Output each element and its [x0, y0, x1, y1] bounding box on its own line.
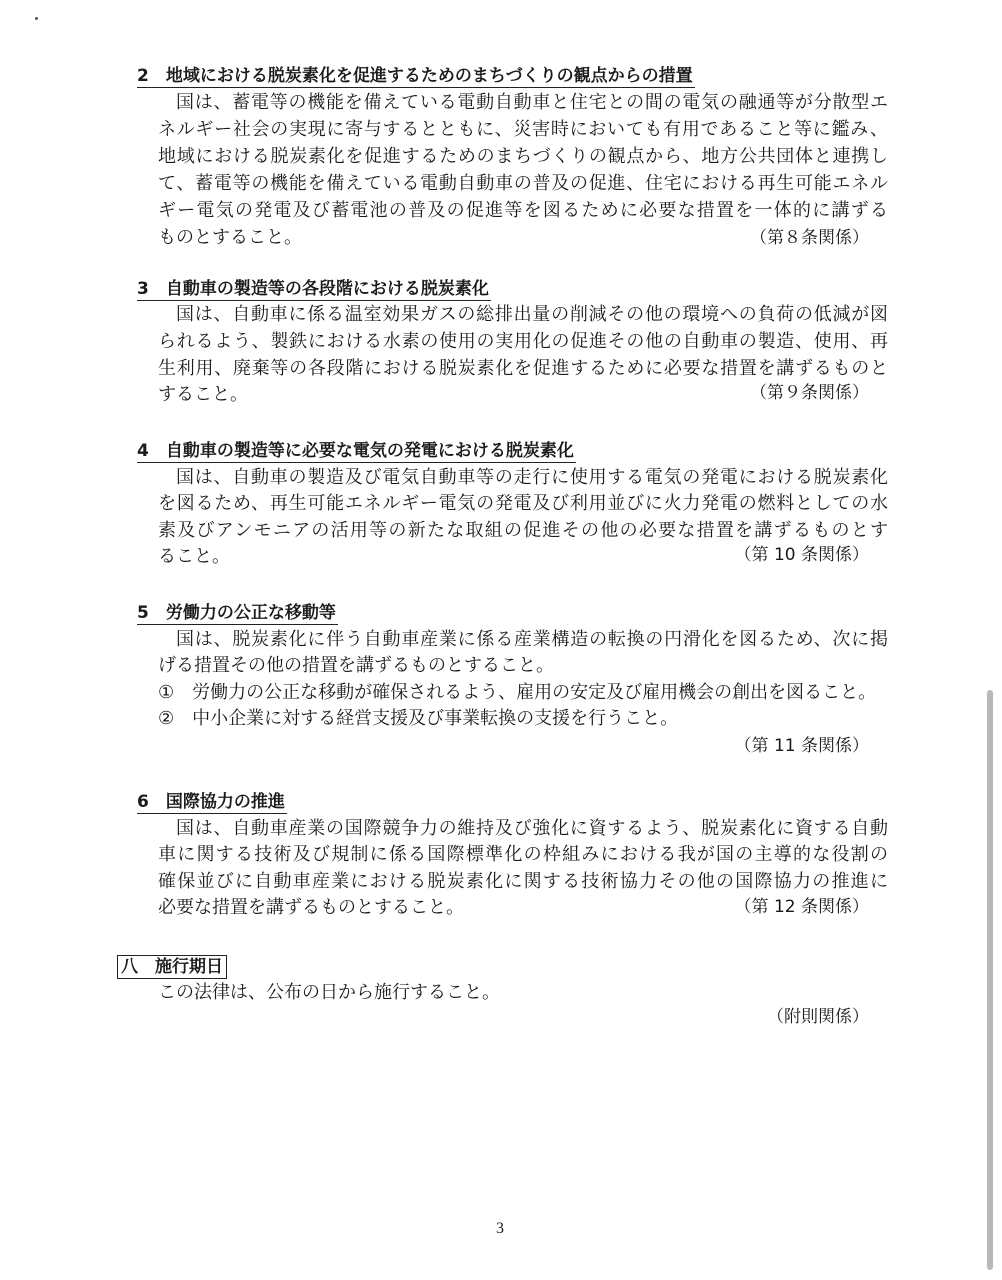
section-2-heading: 2 地域における脱炭素化を促進するためのまちづくりの観点からの措置 [137, 66, 693, 86]
section-3-line: 国は、自動車に係る温室効果ガスの総排出量の削減その他の環境への負荷の低減が図 [176, 304, 888, 325]
scan-speck [35, 17, 38, 20]
section-6-heading: 6 国際協力の推進 [137, 792, 285, 812]
chapter-8-line: この法律は、公布の日から施行すること。 [158, 982, 500, 1003]
section-5-line: げる措置その他の措置を講ずるものとすること。 [158, 655, 554, 676]
section-5-line: 国は、脱炭素化に伴う自動車産業に係る産業構造の転換の円滑化を図るため、次に掲 [176, 629, 888, 650]
vertical-scrollbar[interactable] [987, 690, 993, 1270]
section-4-line: 国は、自動車の製造及び電気自動車等の走行に使用する電気の発電における脱炭素化 [176, 467, 888, 488]
section-3-heading: 3 自動車の製造等の各段階における脱炭素化 [137, 279, 489, 299]
section-5-list-item: ① 労働力の公正な移動が確保されるよう、雇用の安定及び雇用機会の創出を図ること。 [158, 682, 877, 703]
section-4-heading: 4 自動車の製造等に必要な電気の発電における脱炭素化 [137, 441, 574, 461]
section-4-article-ref: （第 10 条関係） [734, 545, 869, 565]
section-2-line: ギー電気の発電及び蓄電池の普及の促進等を図るために必要な措置を一体的に講ずる [158, 200, 888, 221]
section-6-line: 国は、自動車産業の国際競争力の維持及び強化に資するよう、脱炭素化に資する自動 [176, 818, 888, 839]
section-4-line: を図るため、再生可能エネルギー電気の発電及び利用並びに火力発電の燃料としての水 [158, 493, 888, 514]
page-number: 3 [496, 1220, 504, 1237]
section-3-line: られるよう、製鉄における水素の使用の実用化の促進その他の自動車の製造、使用、再 [158, 331, 888, 352]
section-5-list-item: ② 中小企業に対する経営支援及び事業転換の支援を行うこと。 [158, 708, 679, 729]
chapter-8-ref: （附則関係） [767, 1007, 869, 1027]
section-2-line: 国は、蓄電等の機能を備えている電動自動車と住宅との間の電気の融通等が分散型エ [176, 92, 888, 113]
section-2-line: ネルギー社会の実現に寄与するとともに、災害時においても有用であること等に鑑み、 [158, 119, 888, 140]
section-3-line: すること。 [158, 384, 248, 405]
section-2-line: ものとすること。 [158, 227, 302, 248]
section-6-line: 確保並びに自動車産業における脱炭素化に関する技術協力その他の国際協力の推進に [158, 871, 888, 892]
section-6-line: 車に関する技術及び規制に係る国際標準化の枠組みにおける我が国の主導的な役割の [158, 844, 888, 865]
section-3-line: 生利用、廃棄等の各段階における脱炭素化を促進するために必要な措置を講ずるものと [158, 358, 888, 379]
section-2-line: 地域における脱炭素化を促進するためのまちづくりの観点から、地方公共団体と連携し [158, 146, 888, 167]
section-5-article-ref: （第 11 条関係） [734, 736, 869, 756]
chapter-8-heading: 八 施行期日 [117, 955, 227, 979]
section-6-article-ref: （第 12 条関係） [734, 897, 869, 917]
section-5-heading: 5 労働力の公正な移動等 [137, 603, 336, 623]
section-6-line: 必要な措置を講ずるものとすること。 [158, 897, 464, 918]
section-3-article-ref: （第９条関係） [750, 383, 869, 403]
section-4-line: 素及びアンモニアの活用等の新たな取組の促進その他の必要な措置を講ずるものとす [158, 520, 888, 541]
section-2-line: て、蓄電等の機能を備えている電動自動車の普及の促進、住宅における再生可能エネル [158, 173, 888, 194]
section-4-line: ること。 [158, 546, 230, 567]
section-2-article-ref: （第８条関係） [750, 228, 869, 248]
